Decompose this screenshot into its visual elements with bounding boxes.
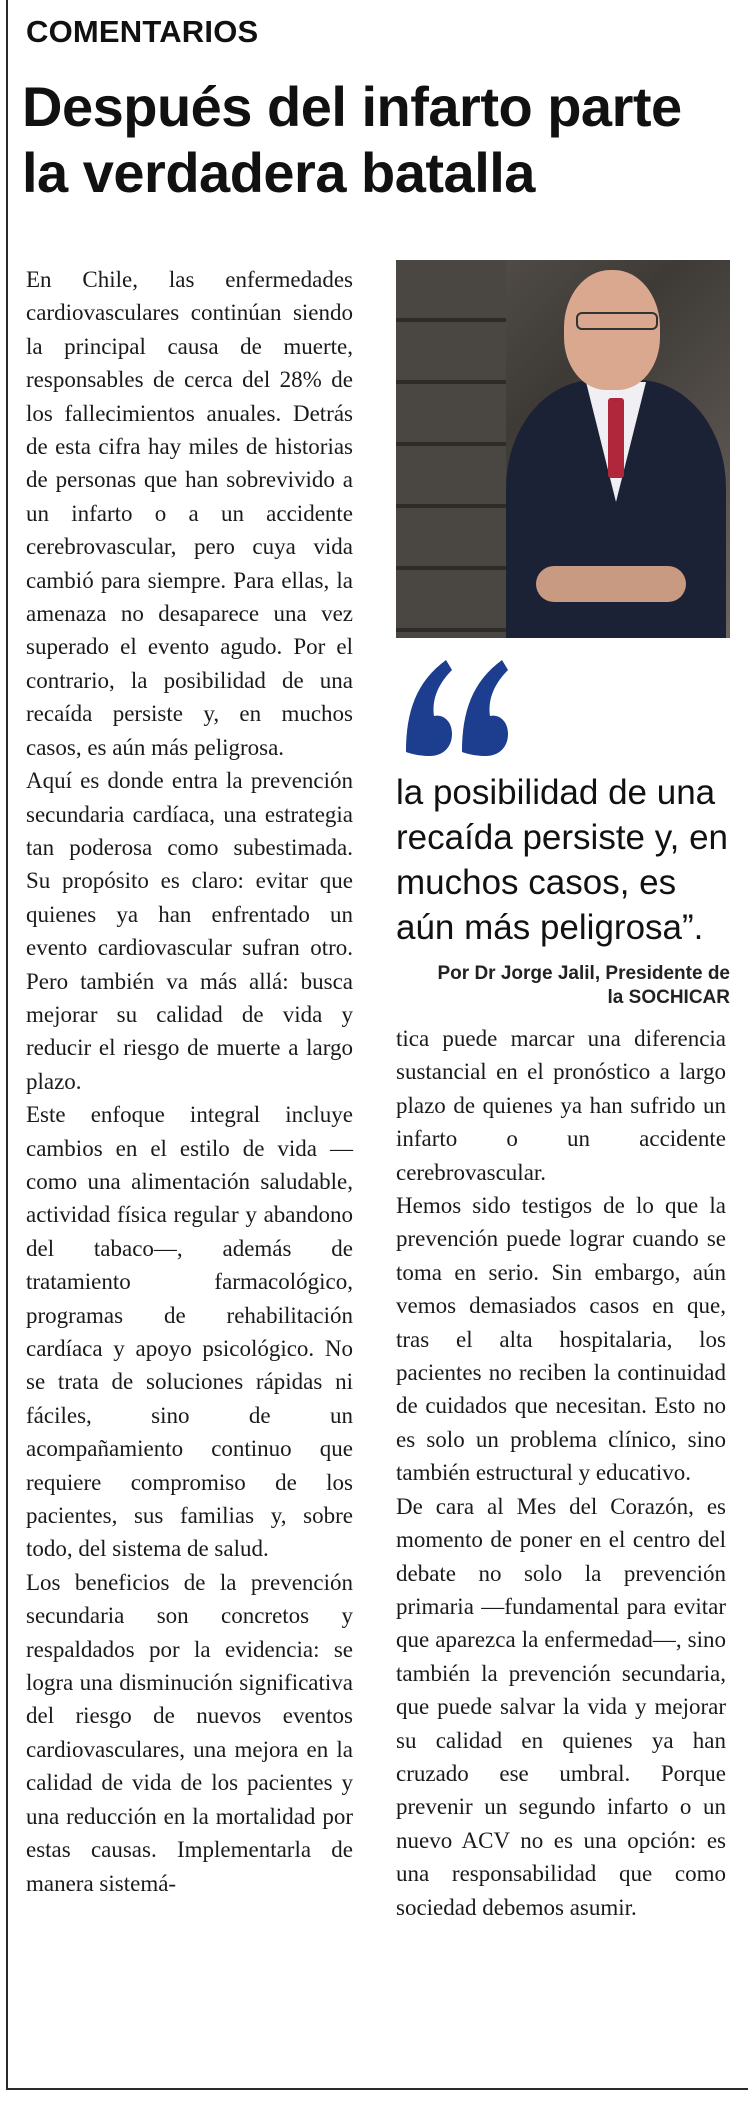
photo-hands [536,566,686,602]
paragraph: Aquí es donde entra la prevención secundaria cardíaca, una estrategia tan poderosa como subestimada. Su propósito es claro: evitar que quienes ya han enfrentado un evento cardiovascular sufran otro. Pero también va más allá: busca mejorar su calidad de vida y reducir el riesgo de muerte a largo plazo. [26,768,353,1094]
bottom-border-rule [6,2088,748,2090]
pull-quote: la posibilidad de una recaída persiste y, en muchos casos, es aún más peligrosa”. [396,773,729,947]
byline-line-1: Por Dr Jorge Jalil, Presidente de [437,963,730,984]
paragraph: tica puede marcar una diferencia sustancial en el pronóstico a largo plazo de quienes ya han sufrido un infarto o un accidente cerebrovascular. [396,1026,726,1185]
byline-line-2: la SOCHICAR [607,987,730,1008]
paragraph: En Chile, las enfermedades cardiovasculares continúan siendo la principal causa de muerte, responsables de cerca del 28% de los fallecimientos anuales. Detrás de esta cifra hay miles de historias de personas que han sobrevivido a un infarto o a un accidente cerebrovascular, pero cuya vida cambió para siempre. Para ellas, la amenaza no desaparece una vez superado el evento agudo. Por el contrario, la posibilidad de una recaída persiste y, en muchos casos, es aún más peligrosa. [26,267,353,760]
article-column-right [396,1022,726,1924]
article-column-left [26,263,353,1900]
paragraph: De cara al Mes del Corazón, es momento de poner en el centro del debate no solo la prevención primaria —fundamental para evitar que aparezca la enfermedad—, sino también la prevención secundaria, que puede salvar la vida y mejorar su calidad en quienes ya han cruzado ese umbral. Porque prevenir un segundo infarto o un nuevo ACV no es una opción: es una responsabilidad que como sociedad debemos asumir. [396,1493,726,1920]
photo-tie [608,398,624,478]
quote-mark-icon [396,652,516,762]
left-border-rule [6,0,8,2090]
photo-wall [396,260,506,638]
author-photo [396,260,730,638]
section-label: COMENTARIOS [26,14,259,49]
paragraph: Este enfoque integral incluye cambios en el estilo de vida —como una alimentación saludable, actividad física regular y abandono del tabaco—, además de tratamiento farmacológico, programas de rehabilitación cardíaca y apoyo psicológico. No se trata de soluciones rápidas ni fáciles, sino de un acompañamiento continuo que requiere compromiso de los pacientes, sus familias y, sobre todo, del sistema de salud. [26,1102,353,1562]
paragraph: Los beneficios de la prevención secundaria son concretos y respaldados por la evidencia: se logra una disminución significativa del riesgo de nuevos eventos cardiovasculares, una mejora en la calidad de vida de los pacientes y una reducción en la mortalidad por estas causas. Implementarla de manera sistemá- [26,1569,353,1896]
photo-glasses [576,312,658,330]
photo-head [564,270,660,390]
paragraph: Hemos sido testigos de lo que la prevención puede lograr cuando se toma en serio. Sin embargo, aún vemos demasiados casos en que, tras el alta hospitalaria, los pacientes no reciben la continuidad de cuidados que necesitan. Esto no es solo un problema clínico, sino también estructural y educativo. [396,1193,726,1486]
headline: Después del infarto parte la verdadera batalla [22,75,682,204]
byline [396,962,730,1010]
